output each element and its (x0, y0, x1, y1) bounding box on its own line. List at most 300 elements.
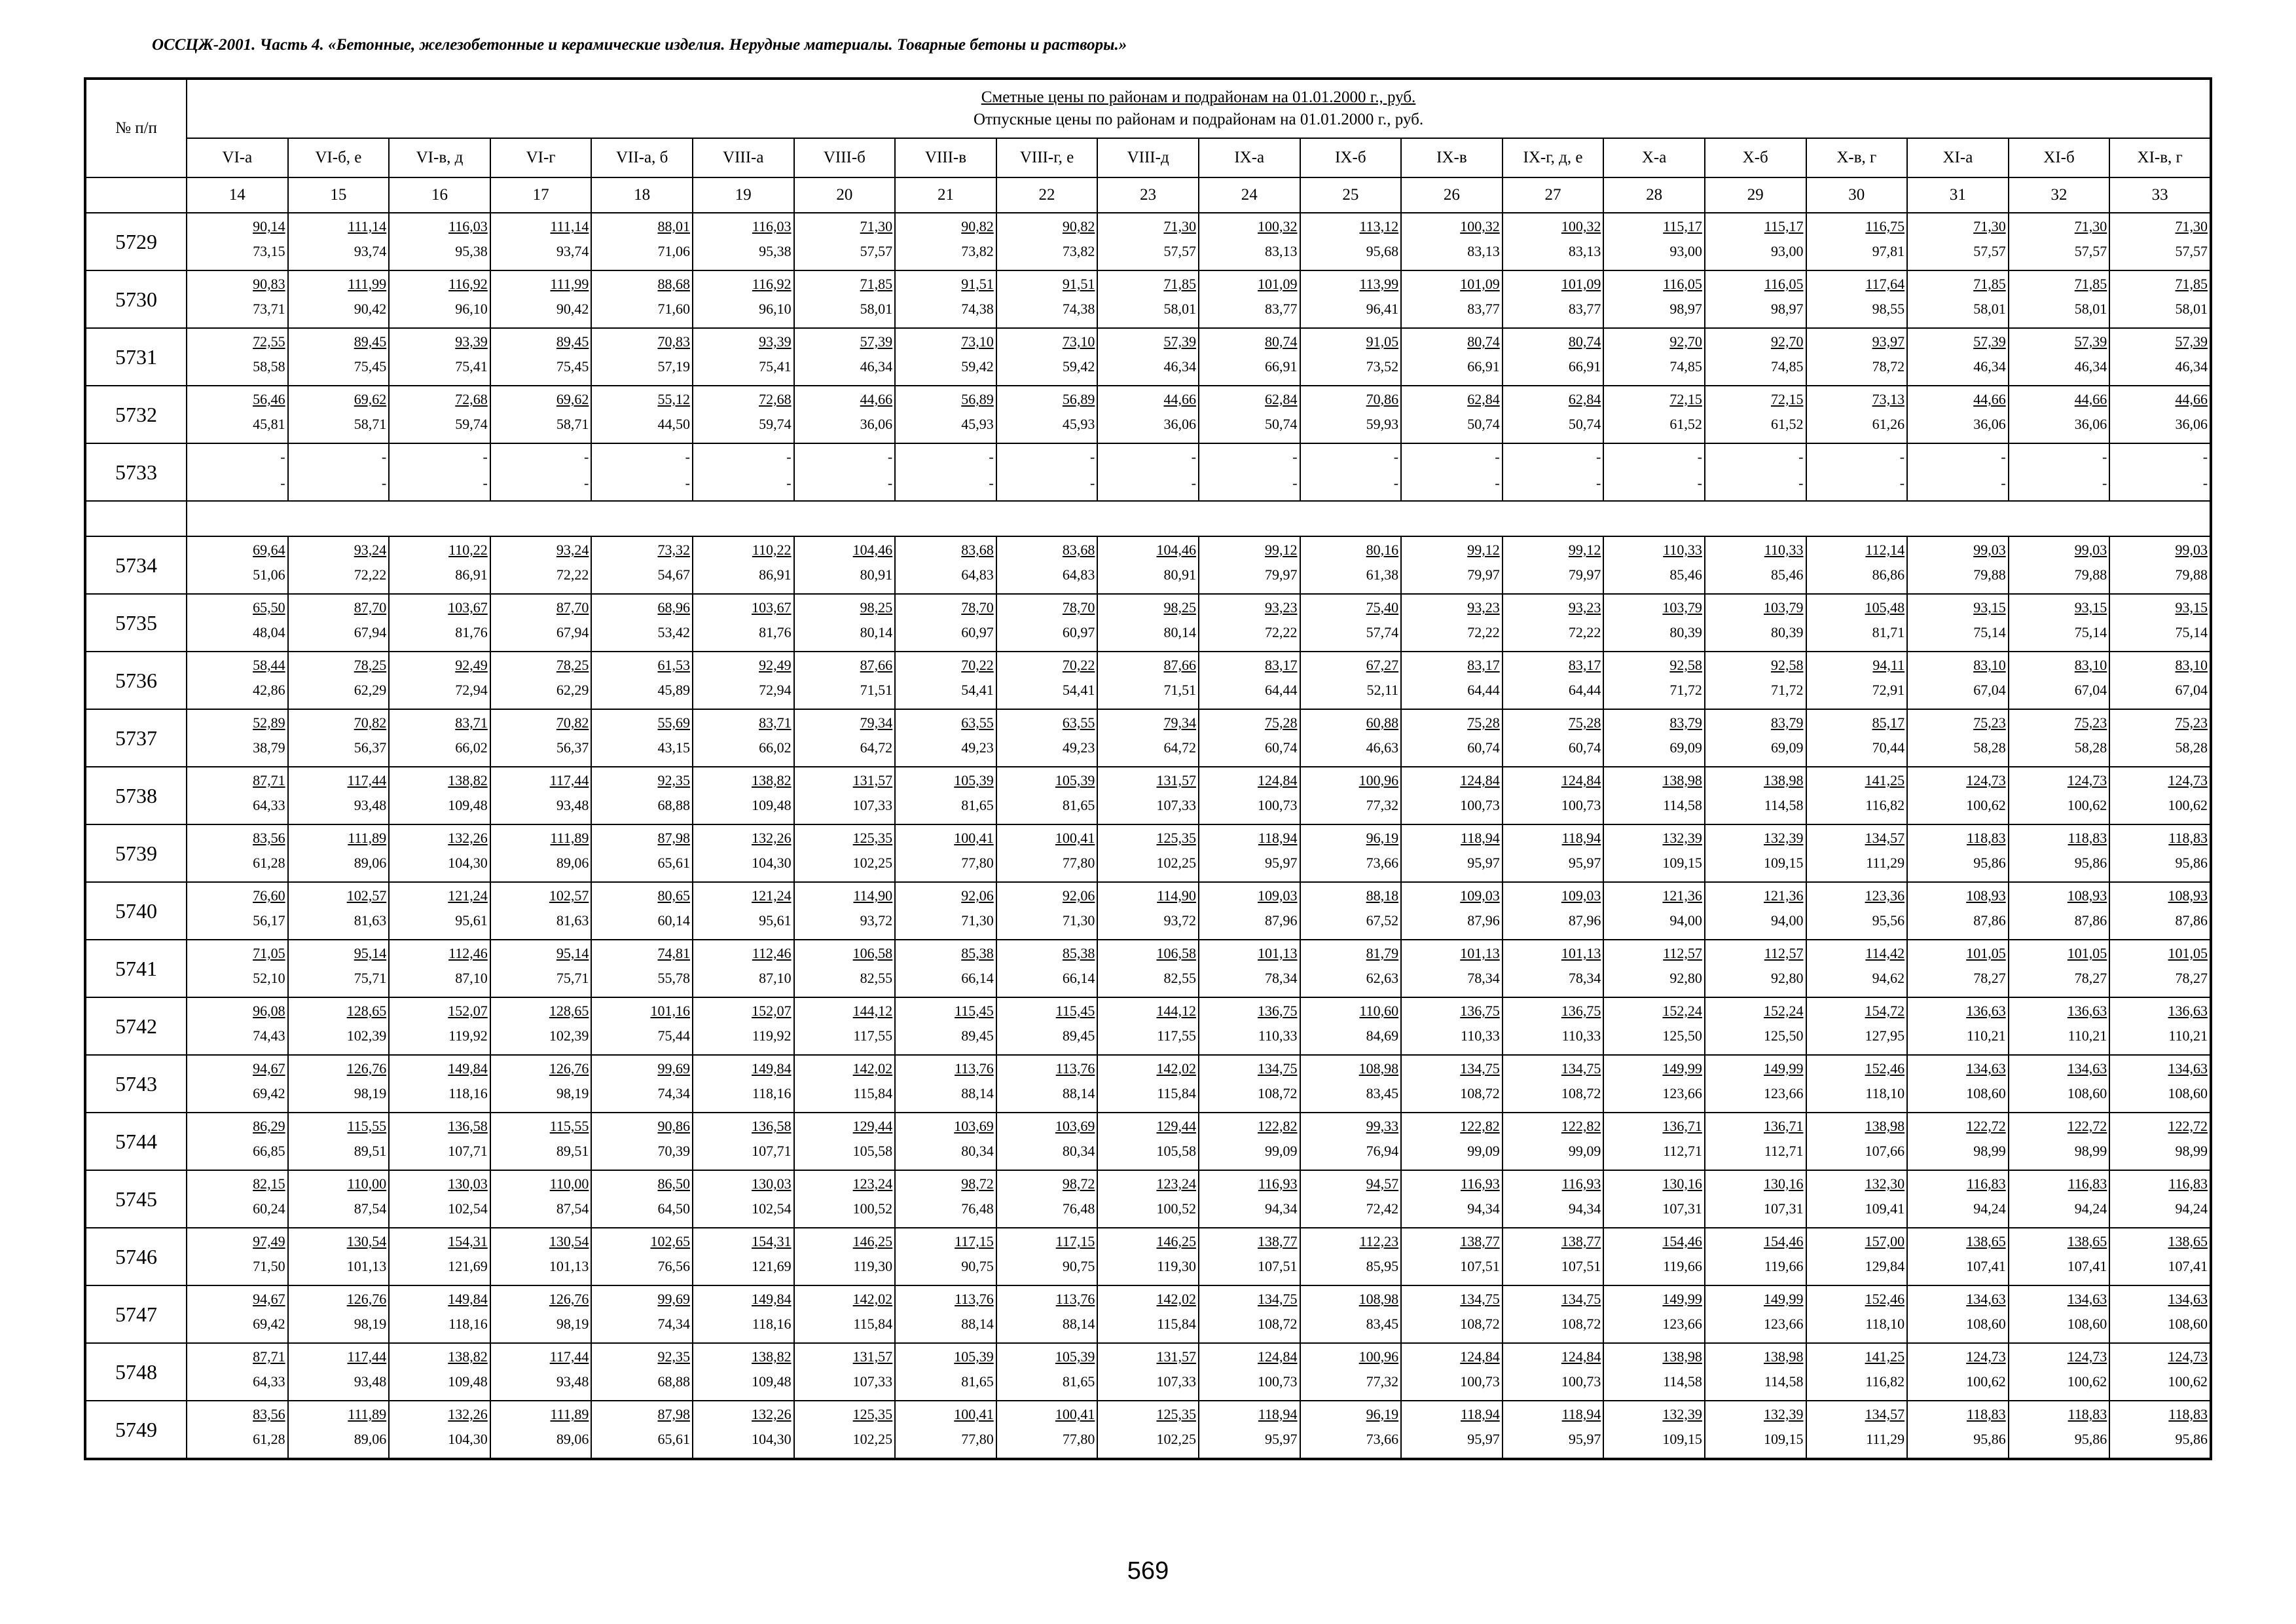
release-price: 80,91 (860, 566, 893, 583)
price-cell (794, 1228, 896, 1285)
estimated-price: 83,17 (1265, 657, 1298, 673)
price-cell (389, 824, 490, 882)
release-price: 118,16 (752, 1316, 792, 1332)
price-cell (1705, 824, 1806, 882)
estimated-price: 134,75 (1561, 1060, 1601, 1077)
release-price: 108,72 (1460, 1085, 1500, 1101)
estimated-price: 79,34 (1163, 714, 1196, 731)
estimated-price: 132,26 (448, 1406, 488, 1422)
price-cell (2009, 536, 2110, 594)
estimated-price: 116,05 (1663, 276, 1702, 292)
price-cell (2009, 824, 2110, 882)
release-price: 112,71 (1663, 1143, 1702, 1159)
estimated-price: 121,24 (752, 887, 792, 904)
estimated-price: 91,51 (1062, 276, 1095, 292)
estimated-price: 129,44 (1156, 1118, 1196, 1134)
price-cell (2009, 1170, 2110, 1228)
release-price: 88,14 (961, 1316, 994, 1332)
price-cell (288, 1285, 390, 1343)
price-cell (1503, 1343, 1604, 1401)
release-price: 45,89 (657, 682, 690, 698)
column-number: 33 (2109, 177, 2211, 213)
price-cell (1503, 652, 1604, 709)
release-price: 72,94 (455, 682, 488, 698)
estimated-price: 116,83 (1967, 1175, 2006, 1192)
estimated-price: 116,83 (2068, 1175, 2107, 1192)
estimated-price: 131,57 (852, 1348, 893, 1365)
price-cell (1907, 1055, 2009, 1113)
release-price: 61,26 (1872, 416, 1905, 432)
price-cell (1401, 328, 1503, 386)
price-cell (693, 824, 794, 882)
release-price: 93,00 (1669, 243, 1702, 259)
estimated-price: 113,76 (1055, 1060, 1095, 1077)
price-cell (1603, 1055, 1705, 1113)
price-cell (288, 1228, 390, 1285)
estimated-price: 134,75 (1460, 1060, 1500, 1077)
zone-header: X-б (1705, 138, 1806, 177)
release-price: 61,28 (253, 1431, 285, 1447)
estimated-price: 118,94 (1561, 830, 1601, 846)
estimated-price: 131,57 (1156, 772, 1196, 788)
release-price: 58,58 (253, 358, 285, 375)
estimated-price: 142,02 (852, 1291, 893, 1307)
estimated-price: - (2102, 449, 2107, 465)
price-cell (693, 270, 794, 328)
release-price: 36,06 (2074, 416, 2107, 432)
estimated-price: 128,65 (346, 1003, 387, 1019)
estimated-price: 67,27 (1366, 657, 1399, 673)
price-cell (1907, 536, 2009, 594)
release-price: 52,11 (1366, 682, 1399, 698)
release-price: 87,96 (1265, 912, 1298, 929)
estimated-price: 93,97 (1872, 333, 1905, 350)
release-price: 95,86 (2175, 855, 2208, 871)
release-price: 66,02 (455, 739, 488, 756)
release-price: 94,24 (1973, 1200, 2006, 1217)
release-price: 78,72 (1872, 358, 1905, 375)
release-price: 58,71 (354, 416, 387, 432)
price-cell (2109, 213, 2211, 270)
price-cell (187, 328, 288, 386)
release-price: 43,15 (657, 739, 690, 756)
estimated-price: 106,58 (1156, 945, 1196, 961)
price-cell (794, 1401, 896, 1459)
estimated-price: 102,57 (346, 887, 387, 904)
estimated-price: 134,63 (2067, 1060, 2107, 1077)
release-price: 95,38 (455, 243, 488, 259)
price-cell (1603, 997, 1705, 1055)
release-price: 100,62 (2067, 1373, 2107, 1390)
price-cell (1806, 1285, 1908, 1343)
price-cell (1503, 594, 1604, 652)
estimated-price: 134,63 (2168, 1291, 2208, 1307)
price-cell (1199, 1401, 1300, 1459)
price-cell (794, 536, 896, 594)
release-price: 78,27 (1973, 970, 2006, 986)
price-cell (187, 213, 288, 270)
price-cell (895, 594, 996, 652)
release-price: 66,02 (759, 739, 792, 756)
estimated-price: 96,19 (1366, 1406, 1399, 1422)
estimated-price: 71,85 (860, 276, 893, 292)
price-cell (591, 270, 693, 328)
release-price: 68,88 (657, 797, 690, 813)
release-price: 104,30 (448, 1431, 488, 1447)
estimated-price: 138,82 (448, 772, 488, 788)
price-cell (794, 709, 896, 767)
release-price: 104,30 (448, 855, 488, 871)
price-cell (1603, 594, 1705, 652)
estimated-price: 116,93 (1561, 1175, 1601, 1192)
estimated-price: 154,31 (752, 1233, 792, 1249)
estimated-price: 44,66 (2074, 391, 2107, 407)
release-price: 54,41 (1062, 682, 1095, 698)
release-price: 114,58 (1663, 797, 1702, 813)
price-cell (288, 270, 390, 328)
price-cell (1503, 1170, 1604, 1228)
zone-header: X-в, г (1806, 138, 1908, 177)
price-cell (794, 652, 896, 709)
price-cell (1300, 1113, 1402, 1170)
release-price: 66,91 (1467, 358, 1500, 375)
release-price: 94,34 (1467, 1200, 1500, 1217)
release-price: 83,77 (1467, 301, 1500, 317)
release-price: 57,57 (1163, 243, 1196, 259)
release-price: 94,34 (1265, 1200, 1298, 1217)
release-price: 51,06 (253, 566, 285, 583)
estimated-price: 115,55 (549, 1118, 589, 1134)
price-cell (1401, 997, 1503, 1055)
estimated-price: 111,89 (348, 1406, 387, 1422)
price-cell (1097, 767, 1199, 824)
estimated-price: 116,83 (2168, 1175, 2208, 1192)
estimated-price: 70,82 (556, 714, 589, 731)
price-cell (693, 1401, 794, 1459)
price-cell (1806, 882, 1908, 940)
release-price: 50,74 (1568, 416, 1601, 432)
price-cell (1503, 1228, 1604, 1285)
release-price: 119,66 (1764, 1258, 1804, 1274)
release-price: 107,41 (1966, 1258, 2006, 1274)
price-cell (187, 1170, 288, 1228)
release-price: 110,21 (2068, 1027, 2107, 1044)
estimated-price: 88,68 (657, 276, 690, 292)
estimated-price: 134,63 (2067, 1291, 2107, 1307)
price-cell (1199, 1170, 1300, 1228)
estimated-price: 109,03 (1258, 887, 1298, 904)
price-cell (490, 1113, 592, 1170)
estimated-price: 73,10 (961, 333, 994, 350)
release-price: 96,10 (455, 301, 488, 317)
release-price: 45,93 (961, 416, 994, 432)
estimated-price: 136,75 (1258, 1003, 1298, 1019)
price-cell (1806, 824, 1908, 882)
price-cell (288, 1113, 390, 1170)
release-price: 107,51 (1258, 1258, 1298, 1274)
estimated-price: 93,23 (1265, 599, 1298, 616)
release-price: 95,86 (2175, 1431, 2208, 1447)
estimated-price: 100,41 (954, 830, 994, 846)
price-cell (1603, 1170, 1705, 1228)
price-cell (1806, 386, 1908, 443)
table-row (85, 270, 2211, 328)
price-cell (389, 882, 490, 940)
estimated-price: 112,46 (752, 945, 792, 961)
release-price: 96,41 (1366, 301, 1399, 317)
estimated-price: 136,63 (2168, 1003, 2208, 1019)
row-number: 5747 (85, 1285, 187, 1343)
release-price: 98,19 (354, 1316, 387, 1332)
estimated-price: 144,12 (1156, 1003, 1196, 1019)
price-cell (1097, 1228, 1199, 1285)
estimated-price: 86,50 (657, 1175, 690, 1192)
estimated-price: 115,17 (1663, 218, 1702, 234)
estimated-price: 118,94 (1561, 1406, 1601, 1422)
release-price: 107,33 (852, 1373, 893, 1390)
price-cell (1401, 594, 1503, 652)
estimated-price: 138,98 (1764, 1348, 1804, 1365)
estimated-price: 87,70 (556, 599, 589, 616)
release-price: 72,22 (1568, 624, 1601, 640)
release-price: 60,24 (253, 1200, 285, 1217)
price-cell (1097, 536, 1199, 594)
estimated-price: 99,69 (657, 1291, 690, 1307)
estimated-price: 118,83 (2168, 1406, 2208, 1422)
estimated-price: 57,39 (2074, 333, 2107, 350)
estimated-price: 100,32 (1460, 218, 1500, 234)
release-price: 60,74 (1568, 739, 1601, 756)
price-cell (389, 328, 490, 386)
release-price: 77,80 (961, 855, 994, 871)
price-cell (1806, 1401, 1908, 1459)
price-cell (1300, 997, 1402, 1055)
price-cell (288, 767, 390, 824)
release-price: 119,30 (853, 1258, 893, 1274)
estimated-price: 100,41 (954, 1406, 994, 1422)
release-price: 46,34 (2175, 358, 2208, 375)
release-price: 70,44 (1872, 739, 1905, 756)
release-price: 58,01 (860, 301, 893, 317)
release-price: 98,99 (2175, 1143, 2208, 1159)
price-cell (1603, 328, 1705, 386)
estimated-price: 93,15 (2175, 599, 2208, 616)
estimated-price: 98,25 (1163, 599, 1196, 616)
price-cell (1199, 1343, 1300, 1401)
release-price: 79,97 (1265, 566, 1298, 583)
price-cell (490, 270, 592, 328)
price-cell (895, 882, 996, 940)
estimated-price: 99,03 (2175, 542, 2208, 558)
release-price: 98,19 (354, 1085, 387, 1101)
estimated-price: 85,38 (1062, 945, 1095, 961)
release-price: - (1495, 475, 1500, 491)
estimated-price: 141,25 (1865, 1348, 1905, 1365)
release-price: 100,73 (1561, 1373, 1601, 1390)
price-cell (996, 594, 1098, 652)
table-title (187, 79, 2211, 138)
release-price: 87,54 (556, 1200, 589, 1217)
estimated-price: 92,70 (1669, 333, 1702, 350)
estimated-price: 104,46 (1156, 542, 1196, 558)
release-price: 72,22 (556, 566, 589, 583)
release-price: 90,42 (556, 301, 589, 317)
release-price: 77,32 (1366, 797, 1399, 813)
estimated-price: 130,54 (549, 1233, 589, 1249)
table-row (85, 652, 2211, 709)
estimated-price: - (1798, 449, 1804, 465)
price-cell (794, 997, 896, 1055)
price-cell (1705, 940, 1806, 997)
price-cell (1705, 536, 1806, 594)
estimated-price: - (1090, 449, 1095, 465)
release-price: 98,97 (1771, 301, 1804, 317)
price-cell (996, 882, 1098, 940)
estimated-price: 93,15 (1973, 599, 2006, 616)
release-price: 96,10 (759, 301, 792, 317)
table-head (85, 79, 2211, 213)
price-cell (794, 882, 896, 940)
release-price: 89,45 (961, 1027, 994, 1044)
price-cell (2109, 386, 2211, 443)
release-price: 82,55 (860, 970, 893, 986)
estimated-price: 142,02 (1156, 1291, 1196, 1307)
price-cell (794, 213, 896, 270)
estimated-price: 62,84 (1265, 391, 1298, 407)
estimated-price: 83,79 (1771, 714, 1804, 731)
estimated-price: 76,60 (253, 887, 285, 904)
estimated-price: 136,71 (1662, 1118, 1702, 1134)
estimated-price: 115,45 (955, 1003, 994, 1019)
price-cell (1907, 1343, 2009, 1401)
price-cell (1705, 1113, 1806, 1170)
release-price: - (786, 475, 792, 491)
release-price: 95,86 (1973, 855, 2006, 871)
release-price: 109,48 (448, 1373, 488, 1390)
price-cell (389, 386, 490, 443)
estimated-price: 124,84 (1561, 772, 1601, 788)
release-price: 107,71 (448, 1143, 488, 1159)
estimated-price: 93,24 (354, 542, 387, 558)
estimated-price: 126,76 (346, 1060, 387, 1077)
price-cell (389, 767, 490, 824)
release-price: - (280, 475, 285, 491)
release-price: 100,62 (2168, 797, 2208, 813)
zone-header: VII-а, б (591, 138, 693, 177)
release-price: 73,82 (961, 243, 994, 259)
release-price: 60,14 (657, 912, 690, 929)
price-cell (1300, 536, 1402, 594)
price-cell (490, 443, 592, 501)
price-cell (591, 1170, 693, 1228)
price-cell (1097, 213, 1199, 270)
release-price: 89,51 (556, 1143, 589, 1159)
estimated-price: 100,41 (1055, 830, 1095, 846)
price-cell (490, 1228, 592, 1285)
price-cell (591, 443, 693, 501)
release-price: 118,10 (1865, 1316, 1905, 1332)
estimated-price: 108,93 (2168, 887, 2208, 904)
price-cell (1300, 386, 1402, 443)
price-cell (794, 386, 896, 443)
estimated-price: 60,88 (1366, 714, 1399, 731)
release-price: 69,09 (1771, 739, 1804, 756)
estimated-price: 122,72 (2067, 1118, 2107, 1134)
release-price: 72,22 (354, 566, 387, 583)
release-price: 44,50 (657, 416, 690, 432)
price-cell (895, 386, 996, 443)
price-cell (2109, 767, 2211, 824)
estimated-price: 69,62 (354, 391, 387, 407)
estimated-price: 80,65 (657, 887, 690, 904)
estimated-price: 70,83 (657, 333, 690, 350)
price-cell (996, 1113, 1098, 1170)
release-price: 100,73 (1460, 1373, 1500, 1390)
release-price: 80,34 (961, 1143, 994, 1159)
estimated-price: 101,13 (1258, 945, 1298, 961)
price-cell (996, 1228, 1098, 1285)
price-cell (389, 213, 490, 270)
price-cell (187, 1343, 288, 1401)
estimated-price: - (685, 449, 690, 465)
price-cell (1199, 997, 1300, 1055)
price-cell (794, 328, 896, 386)
price-cell (1806, 443, 1908, 501)
price-cell (996, 386, 1098, 443)
estimated-price: 142,02 (852, 1060, 893, 1077)
estimated-price: 99,12 (1265, 542, 1298, 558)
release-price: - (989, 475, 994, 491)
table-row (85, 824, 2211, 882)
price-cell (288, 652, 390, 709)
release-price: 54,41 (961, 682, 994, 698)
release-price: 68,88 (657, 1373, 690, 1390)
zone-header: IX-в (1401, 138, 1503, 177)
price-cell (693, 328, 794, 386)
release-price: 107,41 (2067, 1258, 2107, 1274)
price-cell (895, 767, 996, 824)
price-cell (1199, 386, 1300, 443)
price-cell (1705, 1343, 1806, 1401)
release-price: 79,97 (1568, 566, 1601, 583)
price-cell (1097, 1285, 1199, 1343)
estimated-price: 83,79 (1669, 714, 1702, 731)
estimated-price: 105,39 (1055, 1348, 1095, 1365)
price-cell (895, 328, 996, 386)
price-cell (1503, 328, 1604, 386)
release-price: 108,60 (2168, 1085, 2208, 1101)
price-cell (389, 1055, 490, 1113)
price-cell (490, 213, 592, 270)
release-price: 71,06 (657, 243, 690, 259)
release-price: 107,51 (1561, 1258, 1601, 1274)
estimated-price: 92,58 (1771, 657, 1804, 673)
release-price: 80,39 (1669, 624, 1702, 640)
estimated-price: 57,39 (1163, 333, 1196, 350)
column-number: 22 (996, 177, 1098, 213)
price-cell (1806, 1055, 1908, 1113)
release-price: 74,85 (1669, 358, 1702, 375)
release-price: 66,85 (253, 1143, 285, 1159)
release-price: 61,28 (253, 855, 285, 871)
estimated-price: 71,30 (2074, 218, 2107, 234)
estimated-price: 75,23 (2074, 714, 2107, 731)
release-price: 100,52 (852, 1200, 893, 1217)
price-cell (1705, 882, 1806, 940)
price-cell (288, 709, 390, 767)
price-cell (996, 1170, 1098, 1228)
estimated-price: 132,30 (1865, 1175, 1905, 1192)
